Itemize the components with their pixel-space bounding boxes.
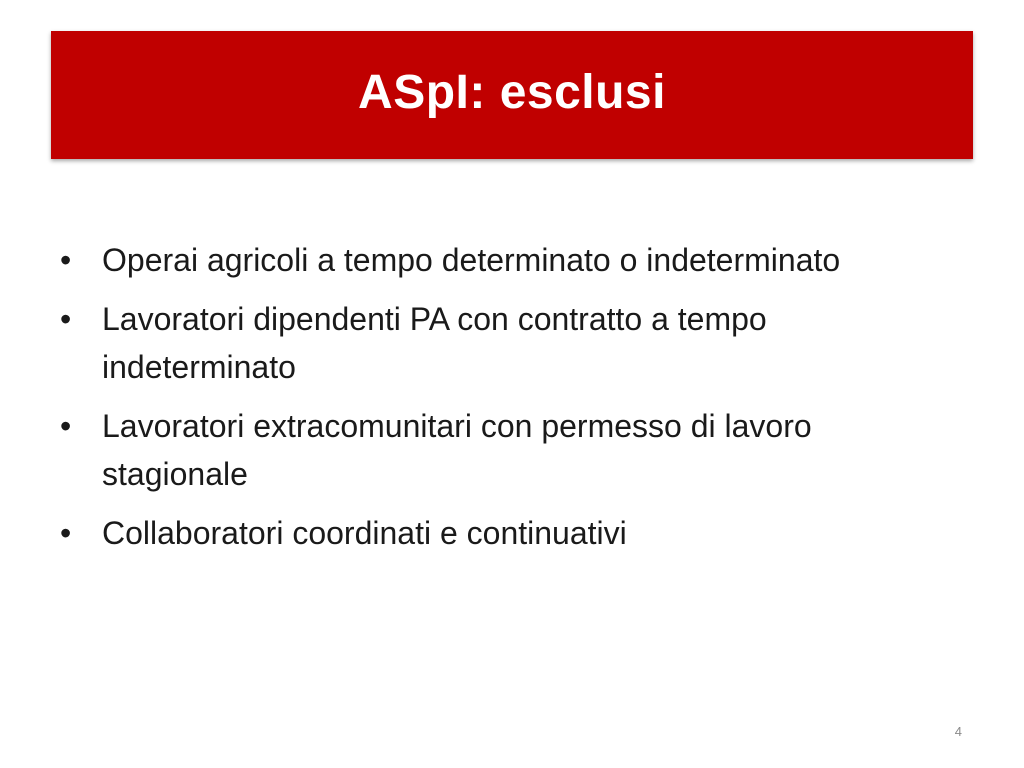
bullet-icon: •: [60, 408, 72, 444]
bullet-icon: •: [60, 515, 72, 551]
bullet-text: Lavoratori extracomunitari con permesso di lavoro stagionale: [102, 408, 812, 492]
page-number: 4: [954, 724, 962, 739]
bullet-item: [58, 295, 938, 391]
bullet-icon: •: [60, 242, 72, 278]
bullet-text: Collaboratori coordinati e continuativi: [102, 515, 627, 551]
bullet-list: [58, 236, 938, 568]
bullet-text: Lavoratori dipendenti PA con contratto a tempo indeterminato: [102, 301, 767, 385]
title-bar: [51, 31, 973, 159]
slide-title: ASpI: esclusi: [358, 65, 666, 119]
bullet-icon: •: [60, 301, 72, 337]
bullet-item: [58, 509, 938, 557]
bullet-text: Operai agricoli a tempo determinato o indeterminato: [102, 242, 841, 278]
bullet-item: [58, 236, 938, 284]
bullet-item: [58, 402, 938, 498]
